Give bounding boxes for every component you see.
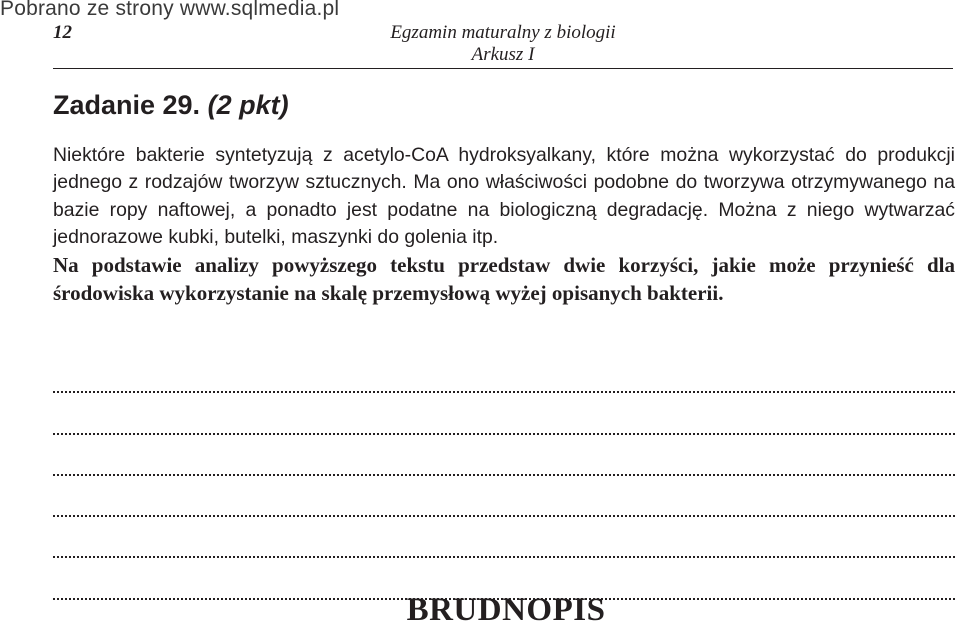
exam-title-line2: Arkusz I bbox=[471, 44, 535, 65]
answer-line[interactable] bbox=[53, 393, 955, 434]
answer-line[interactable] bbox=[53, 476, 955, 517]
exam-title-line1: Egzamin maturalny z biologii bbox=[390, 22, 616, 43]
task-text: Niektóre bakterie syntetyzują z acetylo-CoA hydroksyalkany, które można wykorzystać do produkcji jednego z rodzajów tworzyw sztucznych. Ma ono właściwości podobne do tworzywa otrzymywanego na bazie ropy naftowej, a ponadto jest podatne na biologiczną degradację. Można z niego wytwarzać jednorazowe kubki, butelki, maszynki do golenia itp. bbox=[53, 144, 955, 248]
answer-line[interactable] bbox=[53, 517, 955, 558]
answer-line[interactable] bbox=[53, 435, 955, 476]
draft-label: BRUDNOPIS bbox=[406, 592, 606, 628]
task-points: (2 pkt) bbox=[207, 90, 289, 120]
page-header bbox=[53, 22, 953, 69]
task-title bbox=[53, 90, 289, 121]
source-watermark: Pobrano ze strony www.sqlmedia.pl bbox=[0, 0, 340, 20]
answer-area[interactable] bbox=[53, 352, 955, 600]
page-number: 12 bbox=[53, 22, 72, 43]
task-instruction: Na podstawie analizy powyższego tekstu przedstaw dwie korzyści, jakie może przynieść dla środowiska wykorzystanie na skalę przemysłową wyżej opisanych bakterii. bbox=[53, 253, 955, 305]
task-number: Zadanie 29. bbox=[53, 90, 201, 120]
exam-title bbox=[333, 22, 673, 66]
answer-line[interactable] bbox=[53, 352, 955, 393]
